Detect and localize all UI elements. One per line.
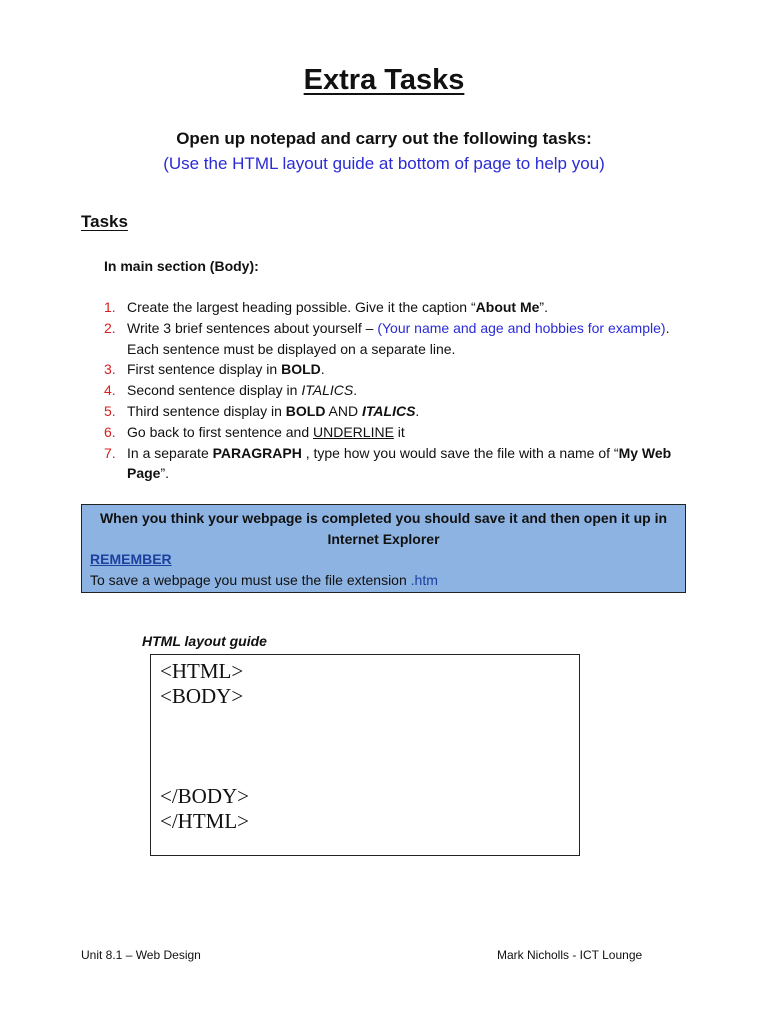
task-text: Create the largest heading possible. Give it the caption “About Me”. — [127, 299, 548, 315]
instructions-heading: Open up notepad and carry out the following tasks: — [176, 129, 592, 148]
remember-label: REMEMBER — [90, 551, 172, 567]
task-number: 6. — [104, 423, 116, 440]
code-opening-tags — [160, 659, 243, 709]
reminder-box — [81, 504, 686, 593]
code-line-body-close: </BODY> — [160, 784, 250, 808]
task-text: Write 3 brief sentences about yourself – (Your name and age and hobbies for example). Each sentence must be displayed on a separate line. — [127, 319, 670, 357]
task-item-6 — [104, 422, 694, 443]
task-text: Third sentence display in BOLD AND ITALICS. — [127, 402, 420, 419]
instructions-note: (Use the HTML layout guide at bottom of page to help you) — [163, 154, 605, 173]
task-list — [104, 297, 694, 484]
layout-guide-box — [150, 654, 580, 856]
task-item-4 — [104, 380, 694, 401]
task-text: First sentence display in BOLD. — [127, 361, 325, 378]
code-line-body-open: <BODY> — [160, 684, 244, 708]
extension-line: To save a webpage you must use the file extension .htm — [90, 571, 438, 588]
footer-author: Mark Nicholls - ICT Lounge — [497, 948, 643, 962]
task-item-1 — [104, 297, 694, 318]
tasks-heading: Tasks — [81, 212, 128, 231]
task-number: 5. — [104, 402, 116, 419]
footer-unit: Unit 8.1 – Web Design — [81, 948, 201, 962]
task-number: 4. — [104, 382, 116, 399]
code-line-html-close: </HTML> — [160, 809, 250, 833]
task-text: In a separate PARAGRAPH , type how you would save the file with a name of “My Web Page”. — [127, 444, 672, 482]
task-text: Go back to first sentence and UNDERLINE it — [127, 423, 405, 440]
code-line-html-open: <HTML> — [160, 659, 244, 683]
task-number: 7. — [104, 444, 116, 461]
section-label: In main section (Body): — [104, 258, 259, 274]
task-item-5 — [104, 401, 694, 422]
task-number: 2. — [104, 319, 116, 336]
layout-guide-label: HTML layout guide — [142, 633, 267, 649]
task-number: 1. — [104, 299, 116, 315]
code-closing-tags — [160, 784, 249, 834]
task-item-3 — [104, 359, 694, 380]
task-text: Second sentence display in ITALICS. — [127, 382, 358, 399]
task-item-7 — [104, 443, 694, 485]
file-extension: .htm — [410, 571, 438, 588]
task-item-2 — [104, 318, 694, 360]
page-title: Extra Tasks — [303, 64, 465, 96]
example-note: (Your name and age and hobbies for example) — [377, 319, 666, 336]
caption-text: About Me — [475, 299, 540, 315]
reminder-main-text: When you think your webpage is completed you should save it and then open it up in Internet Explorer — [99, 510, 668, 547]
task-number: 3. — [104, 361, 116, 378]
